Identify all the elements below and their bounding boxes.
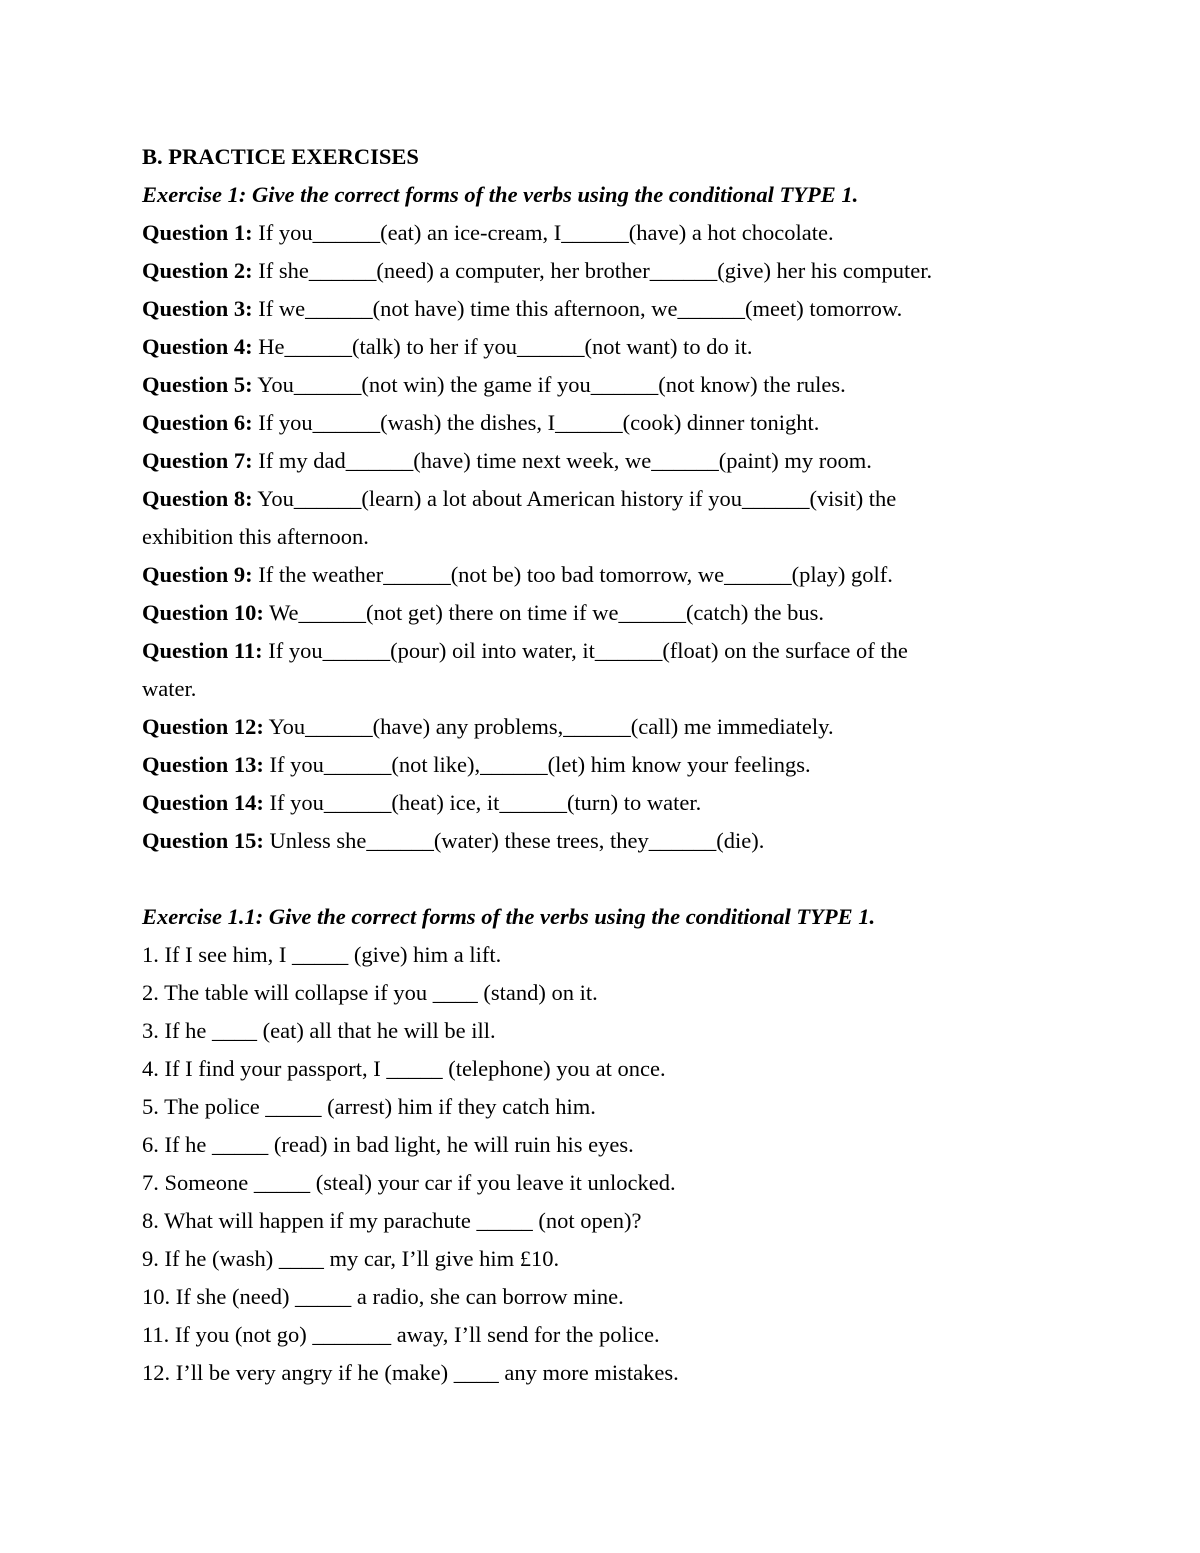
exercise-1-1-item-4: 4. If I find your passport, I _____ (telephone) you at once. [142, 1056, 666, 1081]
question-label: Question 8: [142, 486, 253, 511]
exercise-1-1-item-10: 10. If she (need) _____ a radio, she can borrow mine. [142, 1284, 624, 1309]
question-text: If my dad______(have) time next week, we______(paint) my room. [252, 448, 872, 473]
question-label: Question 11: [142, 638, 263, 663]
question-text: If you______(eat) an ice-cream, I______(have) a hot chocolate. [252, 220, 834, 245]
question-7 [142, 442, 1142, 480]
question-text: You______(learn) a lot about American history if you______(visit) the [252, 486, 897, 511]
question-text: If we______(not have) time this afternoon, we______(meet) tomorrow. [252, 296, 903, 321]
question-text: Unless she______(water) these trees, they______(die). [263, 828, 765, 853]
question-text: If you______(not like),______(let) him know your feelings. [263, 752, 811, 777]
question-label: Question 10: [142, 600, 264, 625]
exercise-1-1-item-8: 8. What will happen if my parachute _____ (not open)? [142, 1208, 642, 1233]
section-title: B. PRACTICE EXERCISES [142, 144, 419, 169]
question-label: Question 6: [142, 410, 253, 435]
question-label: Question 2: [142, 258, 253, 283]
question-label: Question 13: [142, 752, 264, 777]
exercise-1-1-title: Exercise 1.1: Give the correct forms of the verbs using the conditional TYPE 1. [142, 904, 876, 929]
exercise-1-1-item-11: 11. If you (not go) _______ away, I’ll send for the police. [142, 1322, 660, 1347]
exercise-1-1-item-6: 6. If he _____ (read) in bad light, he will ruin his eyes. [142, 1132, 634, 1157]
question-text: If you______(heat) ice, it______(turn) to water. [263, 790, 702, 815]
question-label: Question 9: [142, 562, 253, 587]
question-text: You______(have) any problems,______(call) me immediately. [263, 714, 834, 739]
exercise-1-1-item-7: 7. Someone _____ (steal) your car if you leave it unlocked. [142, 1170, 676, 1195]
question-1 [142, 214, 1142, 252]
exercise-1-instruction: : Give the correct forms of the verbs using the conditional TYPE 1. [238, 182, 859, 207]
question-11-continuation: water. [142, 676, 197, 701]
question-text: If you______(wash) the dishes, I______(cook) dinner tonight. [252, 410, 820, 435]
exercise-1-1-item-5: 5. The police _____ (arrest) him if they catch him. [142, 1094, 596, 1119]
exercise-1-1-item-9: 9. If he (wash) ____ my car, I’ll give him £10. [142, 1246, 560, 1271]
question-label: Question 3: [142, 296, 253, 321]
question-6 [142, 404, 1142, 442]
question-3 [142, 290, 1142, 328]
question-12 [142, 708, 1142, 746]
exercise-1-1-item-3: 3. If he ____ (eat) all that he will be ill. [142, 1018, 496, 1043]
question-label: Question 12: [142, 714, 264, 739]
question-8-continuation: exhibition this afternoon. [142, 524, 369, 549]
question-label: Question 4: [142, 334, 253, 359]
question-text: We______(not get) there on time if we______(catch) the bus. [263, 600, 825, 625]
exercise-1-1-item-2: 2. The table will collapse if you ____ (stand) on it. [142, 980, 598, 1005]
question-2 [142, 252, 1142, 290]
exercise-1-title [142, 176, 1142, 214]
exercise-1-1-item-12: 12. I’ll be very angry if he (make) ____ any more mistakes. [142, 1360, 679, 1385]
question-13 [142, 746, 1142, 784]
exercise-1-label: Exercise 1 [142, 182, 239, 207]
question-label: Question 14: [142, 790, 264, 815]
question-label: Question 15: [142, 828, 264, 853]
question-15 [142, 822, 1142, 860]
question-text: He______(talk) to her if you______(not want) to do it. [252, 334, 753, 359]
question-14 [142, 784, 1142, 822]
question-text: You______(not win) the game if you______(not know) the rules. [252, 372, 846, 397]
question-9 [142, 556, 1142, 594]
section-spacer [142, 860, 1142, 898]
document-page [142, 138, 1142, 1392]
question-label: Question 5: [142, 372, 253, 397]
question-10 [142, 594, 1142, 632]
question-label: Question 1: [142, 220, 253, 245]
question-text: If the weather______(not be) too bad tomorrow, we______(play) golf. [252, 562, 893, 587]
question-text: If you______(pour) oil into water, it______(float) on the surface of the [262, 638, 908, 663]
question-8 [142, 480, 1142, 518]
question-label: Question 7: [142, 448, 253, 473]
exercise-1-1-item-1: 1. If I see him, I _____ (give) him a lift. [142, 942, 502, 967]
question-text: If she______(need) a computer, her brother______(give) her his computer. [252, 258, 933, 283]
question-4 [142, 328, 1142, 366]
question-11 [142, 632, 1142, 670]
question-5 [142, 366, 1142, 404]
